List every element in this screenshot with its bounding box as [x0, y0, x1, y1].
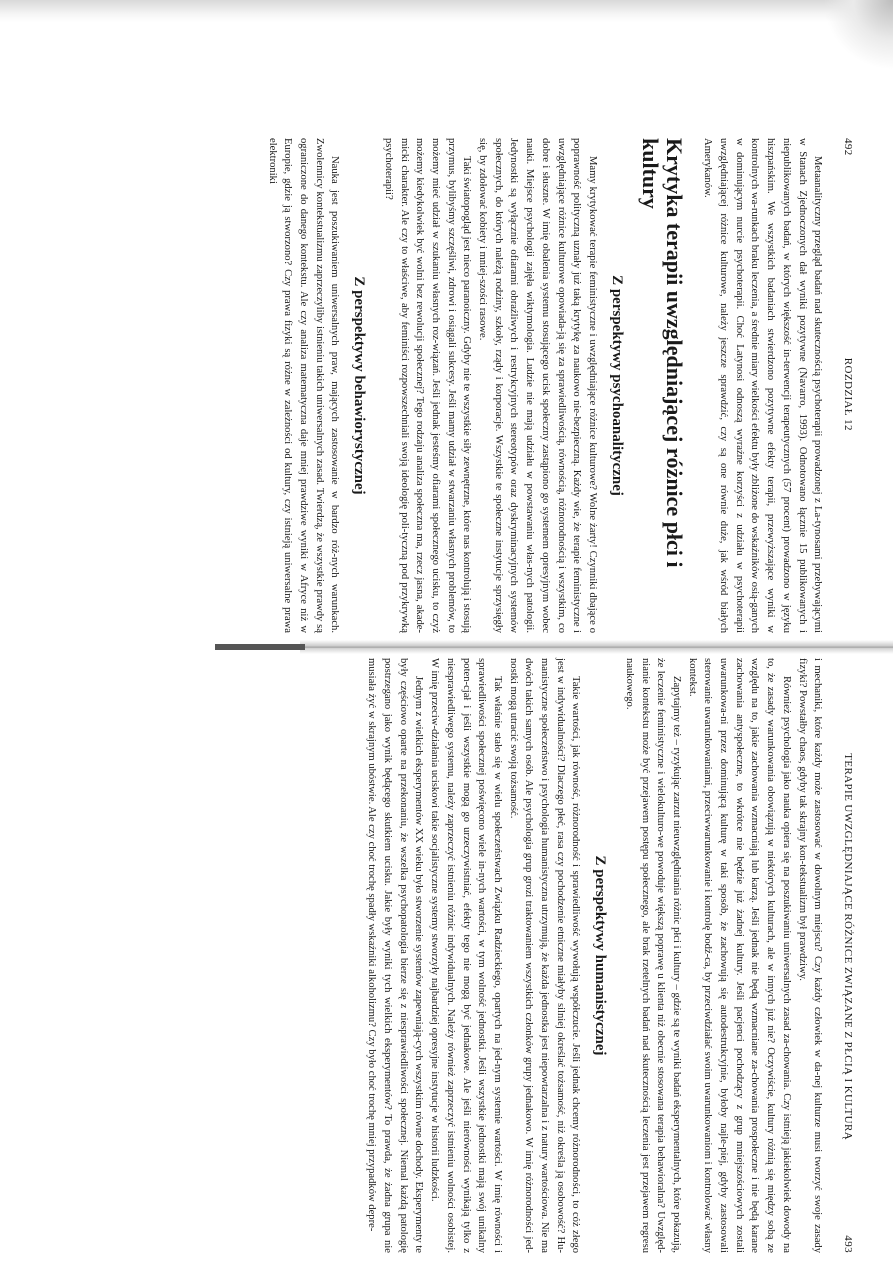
paragraph: Metaanalityczny przegląd badań nad skutecznością psychoterapii prowadzonej z La-tynosami przebywającymi w Stanach Zjednoczonych dał wyniki pozytywne (Navarro, 1993). Odnotowano łącznie 15 publikowanych i niepublikowanych badań, w których większość in-terwencji terapeutycznych (57 procent) prowadzono w języku hiszpańskim. We wszystkich badaniach stwierdzono pozytywne efekty terapii, przewyższające wyniki w kontrolnych wa-runkach braku leczenia, a średnie miary wielkości efektu były zbliżone do wskaźników osią-ganych w dominującym nurcie psychoterapii. Choć Latynosi odnoszą wyraźne korzyści z udziału w psychoterapii uwzględniającej różnice kulturowe, należy jeszcze sprawdzić, czy są one równie duże, jak wśród białych Amerykanów.	[702, 138, 824, 633]
chapter-title: ROZDZIAŁ 12	[842, 357, 854, 431]
main-heading: Krytyka terapii uwzględniającej różnice płci i kultury	[637, 138, 687, 568]
fold-mark	[215, 644, 305, 650]
paragraph: Nauka jest poszukiwaniem uniwersalnych praw, mających zastosowanie w bardzo róż-nych warunkach. Zwolennicy kontekstualizmu zaprzeczyliby istnieniu takich uniwersalnych zasad. Twierdzą, że wszystkie prawdy są ograniczone do danego kontekstu. Ale czy analiza matematyczna daje mniej prawdziwe wyniki w Afryce niż w Europie, gdzie ją stworzono? Czy prawa fizyki są różne w zależności od kultury, czy istnieją uniwersalne prawa elektroniki	[266, 138, 341, 633]
scan-top-edge	[0, 0, 893, 22]
page-493	[10, 658, 855, 1253]
chapter-title: TERAPIE UWZGLĘDNIAJĄCE RÓŻNICE ZWIĄZANE Z PŁCIĄ I KULTURĄ	[842, 753, 854, 1141]
paragraph: Takie wartości, jak równość, różnorodność i sprawiedliwość wywołują współczucie. Jeśli jednak chcemy różnorodności, to cóż złego jest w indywidualności? Dlaczego płeć, rasa czy pochodzenie etniczne miałyby silniej określać tożsamość, niż określa ją osobowość? Hu-manistyczne społeczeństwo i psychologia humanistyczna utrzymują, że każda jednostka jest niepowtarzalna i z natury wartościowa. Nie ma dwóch takich samych osób. Ale psychologia grup grozi traktowaniem wszystkich członków grupy jednakowo. W imię różnorodności jed-nostki mogą utracić swoją tożsamość.	[507, 658, 582, 1253]
page-number: 492	[842, 138, 854, 156]
book-fold-shadow	[300, 640, 893, 654]
paragraph: Jednym z wielkich eksperymentów XX wieku było stworzenie systemów zapewniają-cych wszystkim równe dochody. Eksperymenty te były częściowo oparte na przekonaniu, że wszelka psychopatologia bierze się z niesprawiedliwości społecznej. Niemal każdą patologię postrzegano jako wynik będącego skutkiem ucisku. Jakie były wyniki tych wielkich eksperymentów? To prawda, że żadna grupa nie musiała żyć w skrajnym ubóstwie. Ale czy choć trochę spadły wskaźniki alkoholizmu? Czy było choć trochę mniej przypadków depre-	[366, 658, 425, 1253]
paragraph: Mamy krytykować terapie feministyczne i uwzględniające różnice kulturowe? Wolne żarty! Czynniki dbające o poprawność polityczną uznały już taką krytykę za naukowo nie-bezpieczną. Każdy wie, że terapie feministyczne i uwzględniające różnice kulturowe opowiada-ją się za sprawiedliwością, równością, różnorodnością i wszystkim, co dobre i słuszne. W imię obalenia systemu stosującego ucisk społeczny zastąpiono go systemem opresyjnym wobec nauki. Miejsce psychologii zajęła wiktymologia. Ludzie nie mają udziału w powstawaniu włas-nych patologii. Jedynostki są wyłącznie ofiarami obraźliwych i restrykcyjnych stereotypów oraz dyskryminacyjnych systemów społecznych, do których należą rodziny, szkoły, rządy i korporacje. Wszystkie te społeczne instytucje sprzysięgły się, by zdołować kobiety i mniej-szości rasowe.	[477, 138, 598, 633]
section-heading: Z perspektywy behawiorystycznej	[351, 276, 368, 495]
paragraph: Taki światopogląd jest nieco paranoiczny. Gdyby nie te wszystkie siły zewnętrzne, które nas kontrolują i stosują przymus, bylibyśmy szczęśliwi, zdrowi i osiągali sukcesy. Jeśli mamy udział w stwarzaniu własnych problemów, to możemy mieć udział w szukaniu własnych roz-wiązań. Jeśli jednak jesteśmy ofiarami społecznego ucisku, to czyż możemy kiedykolwiek być wolni bez rewolucji społecznej? Tego rodzaju analiza społeczna ma, rzecz jasna, akade-micki charakter. Ale czy to właściwe, aby feminiści rozpowszechniali swoją ideologię poli-tyczną pod przykrywką psychoterapii?	[382, 138, 473, 633]
page-number: 493	[842, 1235, 854, 1253]
running-head	[839, 658, 855, 1253]
page-492	[10, 138, 855, 633]
paragraph: i mechaniki, które każdy może zastosować w dowolnym miejscu? Czy każdy człowiek w da-nej kulturze musi tworzyć swoje zasady fizyki? Powstałby chaos, gdyby tak skrajny kon-tekstualizm był prawdziwy.	[796, 658, 824, 1253]
paragraph: Tak właśnie stało się w wielu społeczeństwach Związku Radzieckiego, opartych na jed-nym systemie wartości. W imię równości i sprawiedliwości społecznej poświęcono wiele in-nych wartości, w tym wolność jednostki. Jeśli wszystkie jednostki mają swój unikalny poten-cjał i jeśli wszystkie mogą go urzeczywistniać, efekty tego nie mogą być jednakowe. Ale jeśli nierówności wynikają tylko z niesprawiedliwego systemu, należy zaprzeczyć istnieniu różnic indywidualnych. Należy również zaprzeczyć istnieniu wolności osobistej. W imię przeciw-działania uciskowi takie socjalistyczne systemy stworzyły najbardziej opresyjne instytucje w historii ludzkości.	[429, 658, 503, 1253]
paragraph: Zapytajmy też – ryzykując zarzut nieuwzględniania różnic płci i kultury – gdzie są te wyniki badań eksperymentalnych, które pokazują, że leczenie feministyczne i wielokulturo-we powoduje większą poprawę u klienta niż obecnie stosowana terapia behawioralna? Uwzględ-nianie kontekstu może być przejawem postępu społecznego, ale brak rzetelnych badań nad skutecznością leczenia jest przejawem regresu naukowego.	[623, 658, 682, 1253]
section-heading: Z perspektywy humanistycznej	[592, 855, 609, 1056]
scan-corner-shadow	[823, 0, 893, 70]
section-heading: Z perspektywy psychoanalitycznej	[608, 275, 625, 496]
paragraph: Również psychologia jako nauka opiera się na poszukiwaniu uniwersalnych zasad za-chowania. Czy istnieją jakiekolwiek dowody na to, że zasady warunkowania obowiązują w niektórych kulturach, ale w innych już nie? Oczywiście, kultury różnią się między sobą ze względu na to, jakie zachowania wzmacniają lub karzą. Jeśli jednak nie będą wzmacniane za-chowania prospołeczne i nie będą karane zachowania antyspołeczne, to wkrótce nie będzie już żadnej kultury. Jeśli pacjenci pochodzący z grup mniejszościowych zostali uwarunkowa-ni przez dominującą kulturę w taki sposób, że zachowują się autodestrukcyjnie, byłoby najle-piej, gdyby zastosowali sterowanie uwarunkowaniami, przeciwwarunkowanie i kontrolę bodź-ca, by przeciwdziałać swoim uwarunkowaniom i kontrolować własny kontekst.	[686, 658, 792, 1253]
running-head	[839, 138, 855, 633]
